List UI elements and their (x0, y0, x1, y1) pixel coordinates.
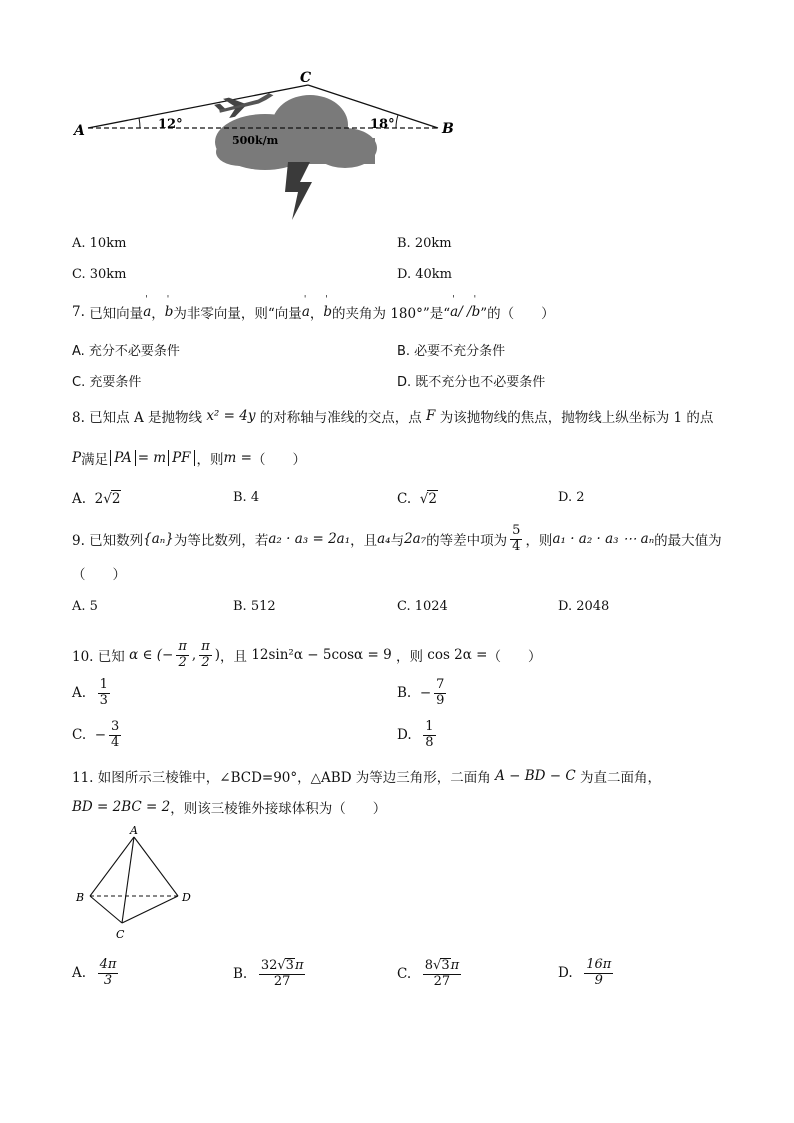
label-a: A (74, 123, 85, 139)
q11-option-b[interactable]: B. 32√ 3 π 27 (233, 958, 304, 989)
q7-option-b[interactable]: B. 必要不充分条件 (397, 344, 506, 359)
q9-option-a[interactable]: A. 5 (72, 599, 98, 614)
label-b: B (442, 121, 454, 137)
label-c: C (300, 70, 312, 86)
q9-stem-line2: （ ） (72, 567, 126, 583)
q6-option-d[interactable]: D. 40km (397, 267, 452, 282)
q10-option-d[interactable]: D. $\frac{1}{8}$ (397, 719, 434, 750)
airplane-storm-figure (70, 60, 470, 230)
q7-stem: 7. 已知向量 ' a ， ' b 为非零向量，则“向量 ' a ， ' b 的夹角为 180°”是“ ' a / / ' b ”的（ ） (72, 302, 555, 322)
q11-option-a[interactable]: A. $\frac{4\pi}{3}$ (72, 957, 117, 988)
q11-option-d[interactable]: D. $\frac{16\pi}{9}$ (558, 957, 612, 988)
q7-option-d[interactable]: D. 既不充分也不必要条件 (397, 375, 546, 390)
angle-b-label: 18° (370, 117, 395, 132)
q9-stem-line1: 9. 已知数列 {aₙ} 为等比数列，若 a₂ · a₃ = 2a₁ ，且 a₄ 与 2a₇ 的等差中项为 $\frac{5}{4}$ ，则 a₁ · a₂ · a₃ ⋯ aₙ 的最大值为 (72, 523, 722, 554)
q10-stem: 10. 已知 α ∈ (− $\frac{\pi}{2}$ , $\frac{\pi}{2}$ ) ，且 12sin²α − 5cosα = 9 ，则 cos 2α = （ ） (72, 639, 542, 670)
q10-option-a[interactable]: A. $\frac{1}{3}$ (72, 677, 108, 708)
q8-stem-line1: 8. 已知点 A 是抛物线 x² = 4y 的对称轴与准线的交点，点 F 为该抛物线的焦点，抛物线上纵坐标为 1 的点 (72, 408, 714, 426)
q11-stem-line1: 11. 如图所示三棱锥中，∠BCD=90°，△ABD 为等边三角形，二面角 A − BD − C 为直二面角， (72, 768, 662, 786)
q7-option-a[interactable]: A. 充分不必要条件 (72, 344, 180, 359)
tetrahedron-figure (72, 822, 202, 944)
q6-option-c[interactable]: C. 30km (72, 267, 127, 282)
q8-option-c[interactable]: C. √ 2 (397, 490, 437, 507)
q8-option-b[interactable]: B. 4 (233, 490, 260, 505)
speed-label: 500k/m (232, 134, 279, 147)
vertex-a-label: A (130, 824, 138, 837)
lightning-icon (285, 162, 312, 220)
q9-option-c[interactable]: C. 1024 (397, 599, 448, 614)
vertex-d-label: D (182, 891, 191, 904)
q8-option-a[interactable]: A. 2 √ 2 (72, 490, 121, 507)
q8-stem-line2: P 满足 PA = m PF ，则 m = （ ） (72, 450, 306, 468)
q9-option-b[interactable]: B. 512 (233, 599, 276, 614)
vertex-b-label: B (76, 891, 85, 904)
vertex-c-label: C (116, 928, 125, 941)
q10-option-c[interactable]: C. − $\frac{3}{4}$ (72, 719, 120, 750)
q9-option-d[interactable]: D. 2048 (558, 599, 610, 614)
q10-option-b[interactable]: B. − $\frac{7}{9}$ (397, 677, 445, 708)
q6-option-b[interactable]: B. 20km (397, 236, 452, 251)
q8-option-d[interactable]: D. 2 (558, 490, 585, 505)
q11-option-c[interactable]: C. 8√ 3 π 27 (397, 958, 460, 989)
q11-stem-line2: BD = 2BC = 2 ，则该三棱锥外接球体积为（ ） (72, 799, 387, 817)
angle-a-label: 12° (158, 117, 183, 132)
q7-option-c[interactable]: C. 充要条件 (72, 375, 142, 390)
q6-option-a[interactable]: A. 10km (72, 236, 127, 251)
